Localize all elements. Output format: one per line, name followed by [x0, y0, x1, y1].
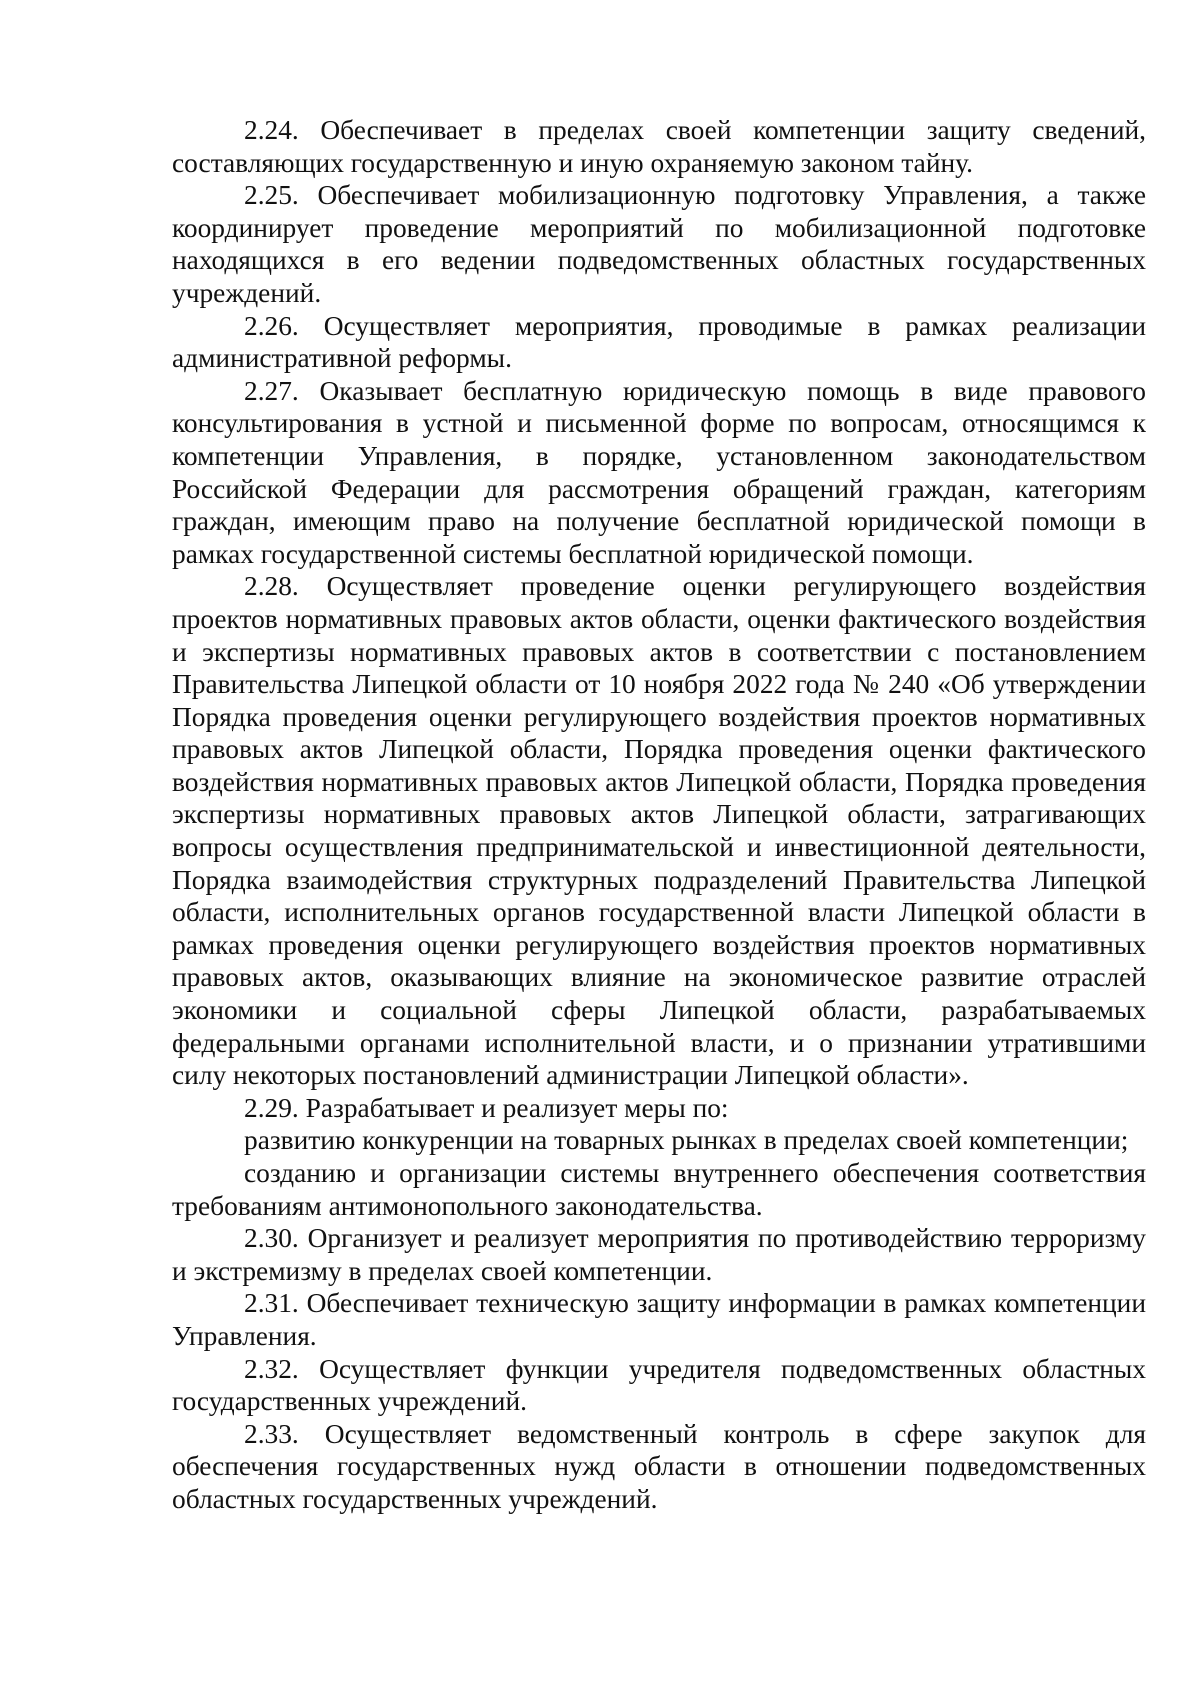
paragraph-text: Организует и реализует мероприятия по противодействию терроризму и экстремизму в пределах своей компетенции. [172, 1223, 1146, 1286]
paragraph-text: Обеспечивает техническую защиту информации в рамках компетенции Управления. [172, 1288, 1147, 1351]
paragraph-number: 2.25. [244, 180, 299, 211]
paragraph-2-24 [172, 114, 1146, 179]
paragraph-text: Осуществляет проведение оценки регулирующего воздействия проектов нормативных правовых актов области, оценки фактического воздействия и экспертизы нормативных правовых актов в соответствии с постановлением Правительства Липецкой области от 10 ноября 2022 года № 240 «Об утверждении Порядка проведения оценки регулирующего воздействия проектов нормативных правовых актов Липецкой области, Порядка проведения оценки фактического воздействия нормативных правовых актов Липецкой области, Порядка проведения экспертизы нормативных правовых актов Липецкой области, затрагивающих вопросы осуществления предпринимательской и инвестиционной деятельности, Порядка взаимодействия структурных подразделений Правительства Липецкой области, исполнительных органов государственной власти Липецкой области в рамках проведения оценки регулирующего воздействия проектов нормативных правовых актов, оказывающих влияние на экономическое развитие отраслей экономики и социальной сферы Липецкой области, разрабатываемых федеральными органами исполнительной власти, и о признании утратившими силу некоторых постановлений администрации Липецкой области». [172, 571, 1146, 1091]
paragraph-2-27 [172, 375, 1146, 571]
paragraph-2-25 [172, 179, 1146, 309]
paragraph-text: Осуществляет функции учредителя подведомственных областных государственных учреждений. [172, 1353, 1146, 1417]
paragraph-2-31 [172, 1287, 1146, 1352]
paragraph-2-26 [172, 310, 1146, 375]
paragraph-text: развитию конкуренции на товарных рынках в пределах своей компетенции; [244, 1125, 1129, 1156]
paragraph-text: Осуществляет ведомственный контроль в сфере закупок для обеспечения государственных нужд области в отношении подведомственных областных государственных учреждений. [172, 1418, 1146, 1514]
paragraph-number: 2.27. [244, 375, 299, 406]
paragraph-2-29-item-1 [172, 1124, 1146, 1157]
paragraph-text: Оказывает бесплатную юридическую помощь в виде правового консультирования в устной и письменной форме по вопросам, относящимся к компетенции Управления, в порядке, установленном законодательством Российской Федерации для рассмотрения обращений граждан, категориям граждан, имеющим право на получение бесплатной юридической помощи в рамках государственной системы бесплатной юридической помощи. [172, 375, 1146, 569]
paragraph-number: 2.26. [244, 310, 299, 341]
paragraph-number: 2.33. [244, 1418, 299, 1449]
paragraph-2-33 [172, 1418, 1146, 1516]
paragraph-text: Обеспечивает мобилизационную подготовку Управления, а также координирует проведение мероприятий по мобилизационной подготовке находящихся в его ведении подведомственных областных государственных учреждений. [172, 180, 1146, 308]
paragraph-2-28 [172, 570, 1146, 1092]
paragraph-number: 2.31. [244, 1288, 299, 1319]
paragraph-2-29 [172, 1092, 1146, 1125]
document-page [172, 114, 1146, 1516]
paragraph-number: 2.24. [244, 115, 299, 145]
paragraph-text: Разрабатывает и реализует меры по: [305, 1092, 729, 1123]
paragraph-number: 2.30. [244, 1223, 299, 1254]
paragraph-text: Обеспечивает в пределах своей компетенции защиту сведений, составляющих государственную и иную охраняемую законом тайну. [172, 115, 1146, 178]
paragraph-text: созданию и организации системы внутреннего обеспечения соответствия требованиям антимонопольного законодательства. [172, 1158, 1146, 1221]
paragraph-number: 2.28. [244, 571, 299, 602]
paragraph-2-29-item-2 [172, 1157, 1146, 1222]
paragraph-2-30 [172, 1222, 1146, 1287]
paragraph-number: 2.32. [244, 1353, 299, 1384]
paragraph-number: 2.29. [244, 1092, 299, 1123]
paragraph-2-32 [172, 1353, 1146, 1418]
paragraph-text: Осуществляет мероприятия, проводимые в рамках реализации административной реформы. [172, 310, 1146, 374]
